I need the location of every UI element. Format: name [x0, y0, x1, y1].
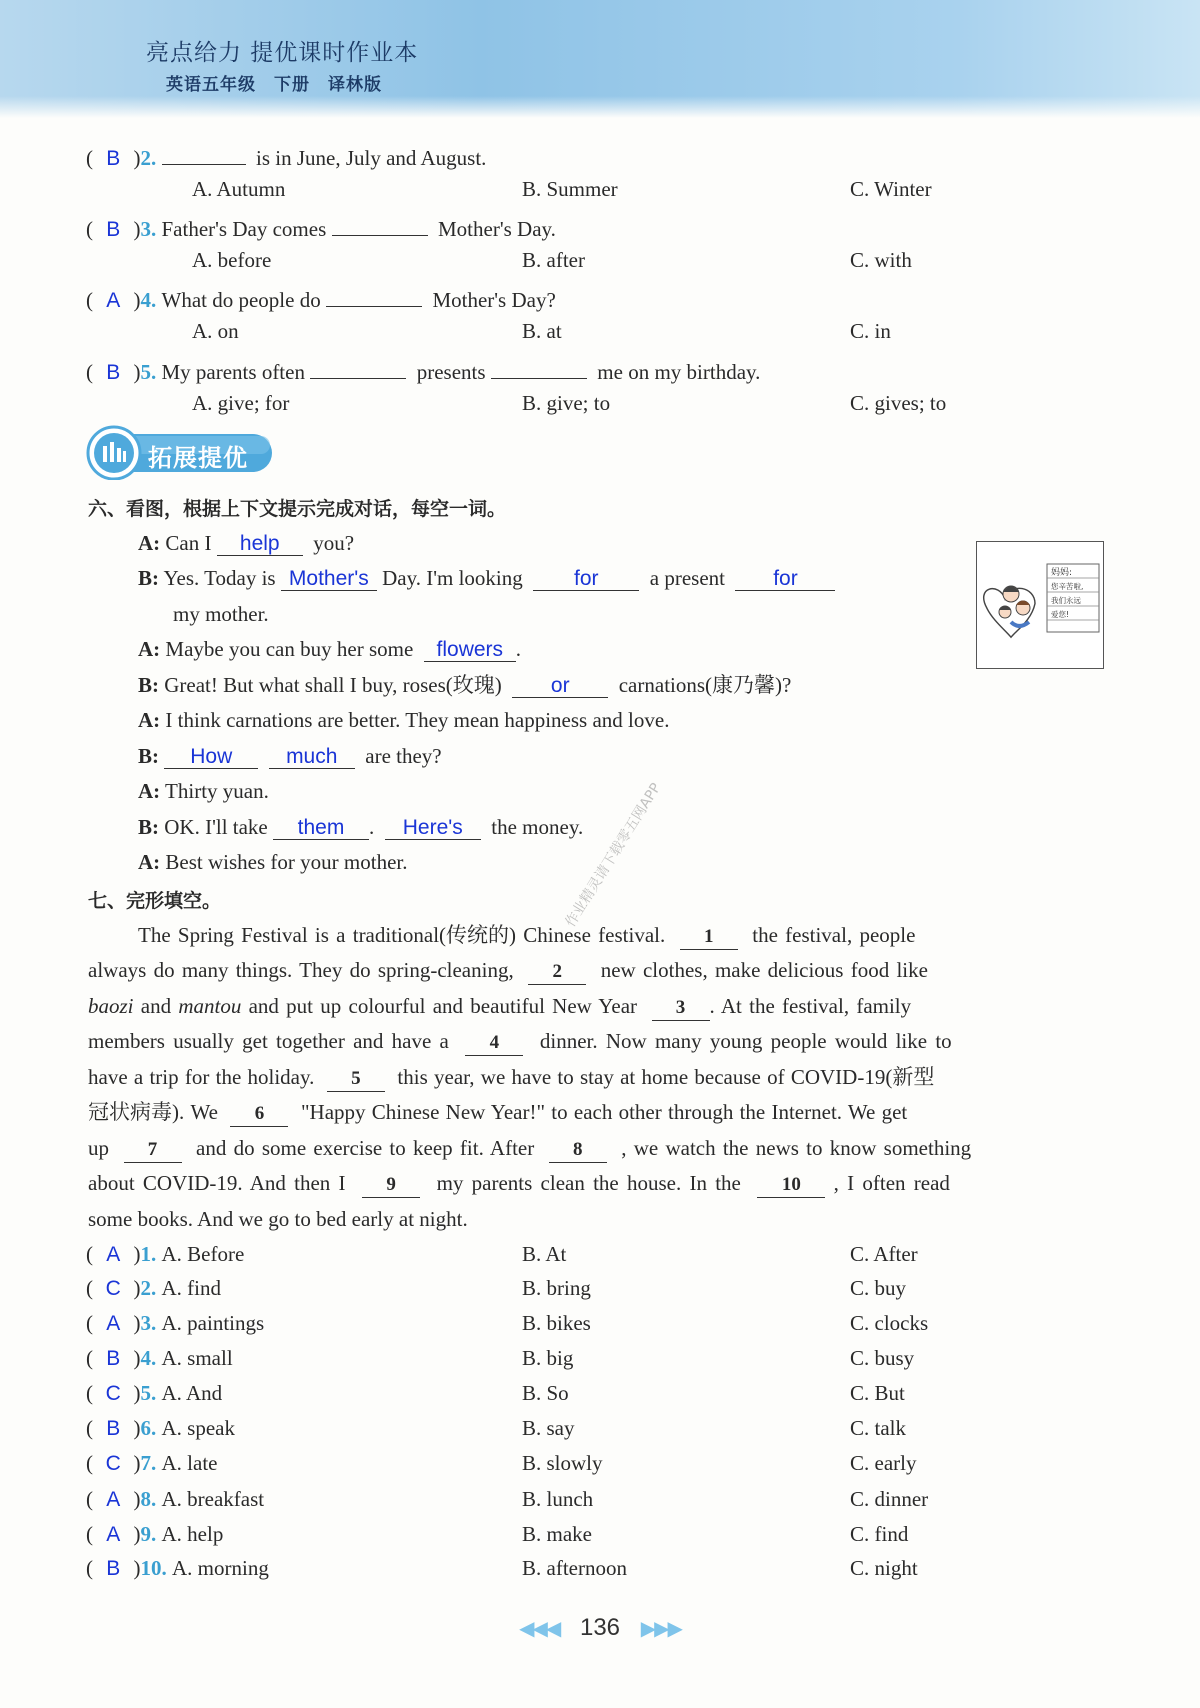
option-a: A. And — [161, 1381, 223, 1405]
option-b: B. give; to — [522, 391, 611, 415]
answer-letter: B — [106, 1557, 121, 1580]
answer-letter: A — [106, 1312, 121, 1335]
blank — [310, 354, 406, 379]
question-number: 3. — [140, 1311, 157, 1335]
passage-line: always do many things. They do spring-cleaning, 2 new clothes, make delicious food like — [88, 957, 928, 985]
question-number: 4. — [140, 1346, 157, 1370]
option-c: C. early — [850, 1451, 917, 1475]
section-title: 六、看图，根据上下文提示完成对话，每空一词。 — [88, 498, 507, 520]
cloze-question-row: ( C )2. A. find — [86, 1276, 221, 1300]
answer-blank[interactable]: Mother's — [281, 566, 377, 591]
option-b: B. lunch — [522, 1487, 594, 1511]
option-c: C. buy — [850, 1276, 907, 1300]
dialog-line: A: Thirty yuan. — [138, 779, 269, 803]
option-b: B. say — [522, 1416, 575, 1440]
option-b: B. after — [522, 248, 585, 272]
cloze-blank: 3 — [652, 996, 710, 1021]
option-b: B. bikes — [522, 1311, 591, 1335]
question-number: 8. — [140, 1487, 157, 1511]
cloze-question-row: ( A )9. A. help — [86, 1522, 224, 1546]
answer-letter: A — [106, 1523, 121, 1546]
answer-blank[interactable]: help — [217, 531, 303, 556]
option-b: B. at — [522, 319, 562, 343]
question-row: ( B )5. My parents often presents me on my birthday. — [86, 354, 760, 386]
option-c: C. busy — [850, 1346, 915, 1370]
question-row: ( A )4. What do people do Mother's Day? — [86, 282, 556, 314]
cloze-blank: 8 — [549, 1138, 607, 1163]
option-a: A. before — [192, 248, 272, 272]
cloze-question-row: ( A )3. A. paintings — [86, 1311, 265, 1335]
cloze-blank: 4 — [465, 1031, 523, 1056]
passage-line: members usually get together and have a 4 dinner. Now many young people would like to — [88, 1028, 952, 1056]
cloze-question-row: ( A )8. A. breakfast — [86, 1487, 265, 1511]
dialog-line: B: How much are they? — [138, 744, 442, 768]
option-a: A. Autumn — [192, 177, 286, 201]
question-row: ( B )2. is in June, July and August. — [86, 140, 486, 172]
dialog-line: A: Can I help you? — [138, 531, 355, 555]
next-arrows-icon: ▶▶▶ — [640, 1618, 681, 1640]
option-b: B. bring — [522, 1276, 591, 1300]
passage-line: 冠状病毒). We 6 "Happy Chinese New Year!" to each other through the Internet. We get — [88, 1099, 907, 1127]
option-a: A. paintings — [161, 1311, 265, 1335]
option-c: C. dinner — [850, 1487, 929, 1511]
question-number: 2. — [140, 1276, 157, 1300]
passage-line: have a trip for the holiday. 5 this year, we have to stay at home because of COVID-19(新型 — [88, 1064, 934, 1092]
answer-blank[interactable]: flowers — [424, 637, 516, 662]
option-c: C. Winter — [850, 177, 932, 201]
option-b: B. slowly — [522, 1451, 603, 1475]
answer-letter: B — [106, 1347, 121, 1370]
cloze-question-row: ( A )1. A. Before — [86, 1242, 245, 1266]
cloze-question-row: ( B )6. A. speak — [86, 1416, 235, 1440]
answer-blank[interactable]: Here's — [385, 815, 481, 840]
option-b: B. So — [522, 1381, 569, 1405]
option-c: C. talk — [850, 1416, 906, 1440]
option-a: A. on — [192, 319, 239, 343]
cloze-blank: 6 — [230, 1102, 288, 1127]
dialog-line: B: Yes. Today is Mother's Day. I'm looking for a present for — [138, 565, 835, 591]
dialog-line: B: OK. I'll take them . Here's the money. — [138, 815, 584, 839]
page-number: 136 — [579, 1614, 621, 1641]
option-b: B. big — [522, 1346, 574, 1370]
section-title: 七、完形填空。 — [88, 890, 222, 912]
card-text: 爱您! — [1051, 610, 1070, 619]
section-badge — [86, 424, 276, 480]
option-a: A. give; for — [192, 391, 290, 415]
cloze-blank: 5 — [327, 1067, 385, 1092]
cloze-blank: 7 — [124, 1138, 182, 1163]
card-text: 您辛苦啦, — [1051, 582, 1084, 591]
answer-letter: B — [106, 1417, 121, 1440]
answer-blank[interactable]: for — [533, 566, 639, 591]
prev-arrows-icon: ◀◀◀ — [519, 1618, 560, 1640]
option-a: A. help — [161, 1522, 224, 1546]
option-c: C. But — [850, 1381, 905, 1405]
blank — [332, 211, 428, 236]
cloze-question-row: ( C )7. A. late — [86, 1451, 218, 1475]
option-a: A. late — [161, 1451, 218, 1475]
question-number: 1. — [140, 1242, 157, 1266]
blank — [162, 140, 246, 165]
option-c: C. in — [850, 319, 891, 343]
option-a: A. morning — [172, 1556, 269, 1580]
option-b: B. afternoon — [522, 1556, 627, 1580]
option-c: C. gives; to — [850, 391, 947, 415]
answer-letter: C — [105, 1277, 121, 1300]
passage-line: some books. And we go to bed early at night. — [88, 1207, 468, 1231]
cloze-blank: 1 — [680, 925, 738, 950]
blank — [491, 354, 587, 379]
option-c: C. night — [850, 1556, 918, 1580]
question-number: 7. — [140, 1451, 157, 1475]
passage-line: The Spring Festival is a traditional(传统的) Chinese festival. 1 the festival, people — [138, 922, 915, 950]
answer-blank[interactable]: or — [512, 673, 608, 698]
option-a: A. Before — [161, 1242, 245, 1266]
answer-blank[interactable]: them — [273, 815, 369, 840]
dialog-line: A: Maybe you can buy her some flowers . — [138, 637, 522, 661]
answer-letter: C — [105, 1382, 121, 1405]
blank — [326, 282, 422, 307]
option-c: C. with — [850, 248, 912, 272]
option-b: B. make — [522, 1522, 592, 1546]
card-text: 我们永远 — [1051, 596, 1081, 605]
question-number: 9. — [140, 1522, 157, 1546]
option-a: A. small — [161, 1346, 233, 1370]
card-text: 妈妈: — [1051, 568, 1073, 578]
cloze-blank: 9 — [362, 1173, 420, 1198]
passage-line: baozi and mantou and put up colourful and beautiful New Year 3 . At the festival, family — [88, 993, 911, 1021]
answer-letter: A — [106, 1243, 121, 1266]
option-a: A. find — [161, 1276, 221, 1300]
option-c: C. After — [850, 1242, 918, 1266]
cloze-blank: 10 — [757, 1173, 825, 1198]
option-b: B. Summer — [522, 177, 618, 201]
answer-letter: C — [105, 1452, 121, 1475]
watermark: 作业精灵请下载零五网APP — [562, 780, 665, 931]
answer-letter: A — [106, 1488, 121, 1511]
dialog-line: B: Great! But what shall I buy, roses(玫瑰) or carnations(康乃馨)? — [138, 673, 792, 697]
question-number: 5. — [140, 1381, 157, 1405]
option-b: B. At — [522, 1242, 567, 1266]
dialog-line-cont: my mother. — [173, 602, 269, 626]
cloze-question-row: ( B )10. A. morning — [86, 1556, 269, 1580]
cloze-question-row: ( C )5. A. And — [86, 1381, 223, 1405]
option-c: C. find — [850, 1522, 909, 1546]
book-subtitle: 英语五年级 下册 译林版 — [166, 75, 382, 95]
book-title: 亮点给力 提优课时作业本 — [146, 40, 419, 66]
page-footer — [0, 1614, 1200, 1642]
badge-label: 拓展提优 — [148, 444, 248, 472]
option-a: A. breakfast — [161, 1487, 265, 1511]
mother-family-illustration — [977, 542, 1103, 668]
answer-blank[interactable]: How — [164, 744, 258, 769]
cloze-question-row: ( B )4. A. small — [86, 1346, 233, 1370]
question-number: 6. — [140, 1416, 157, 1440]
answer-blank[interactable]: for — [735, 566, 835, 591]
dialog-line: A: Best wishes for your mother. — [138, 850, 408, 874]
answer-blank[interactable]: much — [269, 744, 355, 769]
question-row: ( B )3. Father's Day comes Mother's Day. — [86, 211, 556, 243]
option-c: C. clocks — [850, 1311, 929, 1335]
option-a: A. speak — [161, 1416, 235, 1440]
passage-line: up 7 and do some exercise to keep fit. After 8 , we watch the news to know something — [88, 1135, 971, 1163]
illustration-box — [976, 541, 1104, 669]
cloze-blank: 2 — [528, 960, 586, 985]
question-number: 10. — [140, 1556, 167, 1580]
dialog-line: A: I think carnations are better. They mean happiness and love. — [138, 708, 670, 732]
passage-line: about COVID-19. And then I 9 my parents clean the house. In the 10 , I often read — [88, 1170, 950, 1198]
